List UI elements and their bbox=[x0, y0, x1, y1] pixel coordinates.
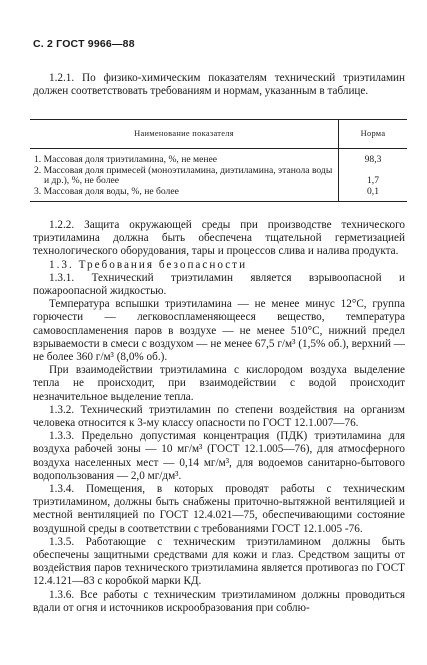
row-name: 1. Массовая доля триэтиламина, %, не менее bbox=[34, 154, 218, 165]
paragraph-flash-point: Температура вспышки триэтиламина — не менее минус 12°С, группа горючести — легковоспламеняющееся вещество, температура самовоспламенения паров в воздухе — не менее 510°С, нижний предел взрываемости в смеси с воздухом — не менее 67,5 г/м³ (1,5% об.), верхний — не более 360 г/м³ (8,0% об.). bbox=[33, 298, 405, 364]
table-row bbox=[30, 187, 407, 202]
paragraph-1-3-1: 1.3.1. Технический триэтиламин является взрывоопасной и пожароопасной жидкостью. bbox=[33, 271, 405, 298]
paragraph-1-3-4: 1.3.4. Помещения, в которых проводят работы с техническим триэтиламином, должны быть снабжены приточно-вытяжной вентиляцией и местной вентиляцией по ГОСТ 12.4.021—75, обеспечивающими состояние воздушной среды в соответствии с требованиями ГОСТ 12.1.005 -76. bbox=[33, 483, 405, 535]
table-header-row bbox=[30, 120, 407, 149]
row-name: 3. Массовая доля воды, %, не более bbox=[34, 185, 179, 197]
requirements-table bbox=[30, 119, 407, 202]
column-header-norm: Норма bbox=[339, 120, 408, 149]
paragraph-1-3-2: 1.3.2. Технический триэтиламин по степени воздействия на организм человека относится к 3-му классу опасности по ГОСТ 12.1.007—76. bbox=[33, 403, 405, 430]
column-header-name: Наименование показателя bbox=[30, 120, 339, 149]
row-value: 1,7 bbox=[367, 175, 379, 187]
section-heading-1-3: 1.3. Требования безопасности bbox=[49, 258, 248, 271]
paragraph-1-3-5: 1.3.5. Работающие с техническим триэтиламином должны быть обеспечены защитными средствами для кожи и глаз. Средством защиты от воздействия паров технического триэтиламина является противогаз по ГОСТ 12.4.121—83 с коробкой марки КД. bbox=[33, 535, 405, 588]
row-value: 98,3 bbox=[364, 154, 382, 165]
page-header: С. 2 ГОСТ 9966—88 bbox=[33, 38, 135, 50]
paragraph-1-3-3: 1.3.3. Предельно допустимая концентрация (ПДК) триэтиламина для воздуха рабочей зоны — 10 мг/м³ (ГОСТ 12.1.005—76), для атмосферного воздуха населенных мест — 0,14 мг/м³, для водоемов санитарно-бытового водопользования — 2,0 мг/дм³. bbox=[33, 430, 405, 482]
row-value: 0,1 bbox=[339, 187, 408, 202]
paragraph-1-3-6: 1.3.6. Все работы с техническим триэтиламином должны проводиться вдали от огня и источников искрообразования при соблю- bbox=[33, 588, 405, 614]
body-text bbox=[33, 219, 405, 615]
intro-block bbox=[33, 72, 405, 98]
paragraph-heat-release: При взаимодействии триэтиламина с кислородом воздуха выделение тепла не происходит, при взаимодействии с водой происходит незначительное выделение тепла. bbox=[33, 364, 405, 403]
paragraph-1-2-2: 1.2.2. Защита окружающей среды при производстве технического триэтиламина должна быть обеспечена тщательной герметизацией технологического оборудования, тары и процессов слива и налива продукта. bbox=[33, 219, 405, 258]
table-row bbox=[30, 166, 407, 187]
paragraph-1-2-1: 1.2.1. По физико-химическим показателям технический триэтиламин должен соответствовать требованиям и нормам, указанным в таблице. bbox=[33, 72, 405, 98]
row-name: 2. Массовая доля примесей (моноэтиламина, диэтиламина, этанола воды и др.), %, не более bbox=[34, 164, 333, 187]
table-row bbox=[30, 149, 407, 166]
